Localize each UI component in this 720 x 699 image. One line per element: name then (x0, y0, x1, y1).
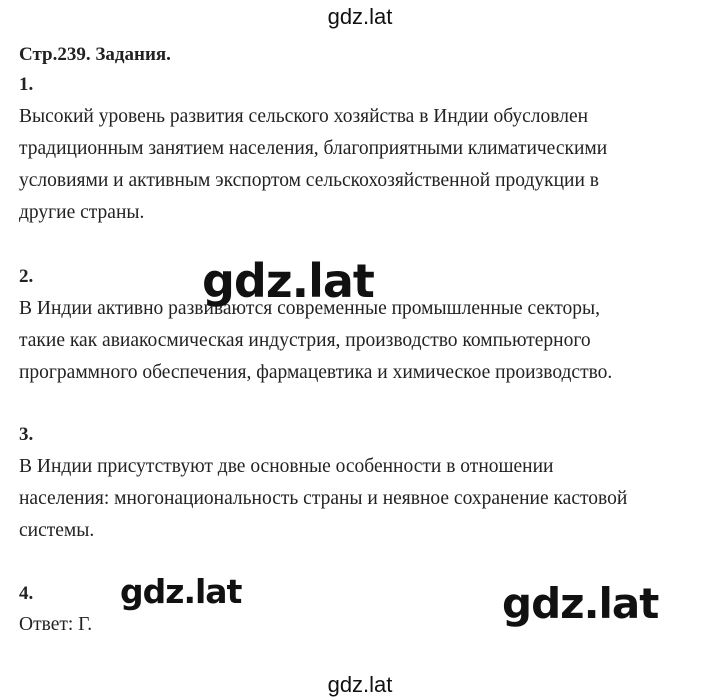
watermark-lower-right: gdz.lat (502, 579, 659, 628)
task-3-text (19, 451, 699, 547)
task-2-number: 2. (19, 266, 34, 287)
watermark-mid: gdz.lat (202, 254, 374, 308)
task-1-line: условиями и активным экспортом сельскохозяйственной продукции в (19, 170, 600, 191)
page-heading: Стр.239. Задания. (19, 44, 171, 65)
task-1-line: другие страны. (19, 202, 145, 223)
task-1-line: Высокий уровень развития сельского хозяйства в Индии обусловлен (19, 106, 589, 127)
task-2-line: В Индии активно развиваются современные промышленные секторы, (19, 298, 601, 319)
task-2-line: такие как авиакосмическая индустрия, производство компьютерного (19, 330, 591, 351)
task-1-text (19, 101, 699, 229)
task-2-line: программного обеспечения, фармацевтика и химическое производство. (19, 362, 613, 383)
watermark-lower-left: gdz.lat (120, 572, 242, 611)
watermark-bottom: gdz.lat (327, 672, 393, 697)
task-1-number: 1. (19, 74, 34, 95)
task-4-number: 4. (19, 583, 34, 604)
task-3-number: 3. (19, 424, 34, 445)
task-4-answer: Ответ: Г. (19, 614, 93, 635)
task-1-line: традиционным занятием населения, благоприятными климатическими (19, 138, 608, 159)
task-3-line: В Индии присутствуют две основные особенности в отношении (19, 456, 554, 477)
task-3-line: населения: многонациональность страны и неявное сохранение кастовой (19, 488, 628, 509)
task-3-line: системы. (19, 520, 95, 541)
watermark-top: gdz.lat (327, 4, 393, 29)
